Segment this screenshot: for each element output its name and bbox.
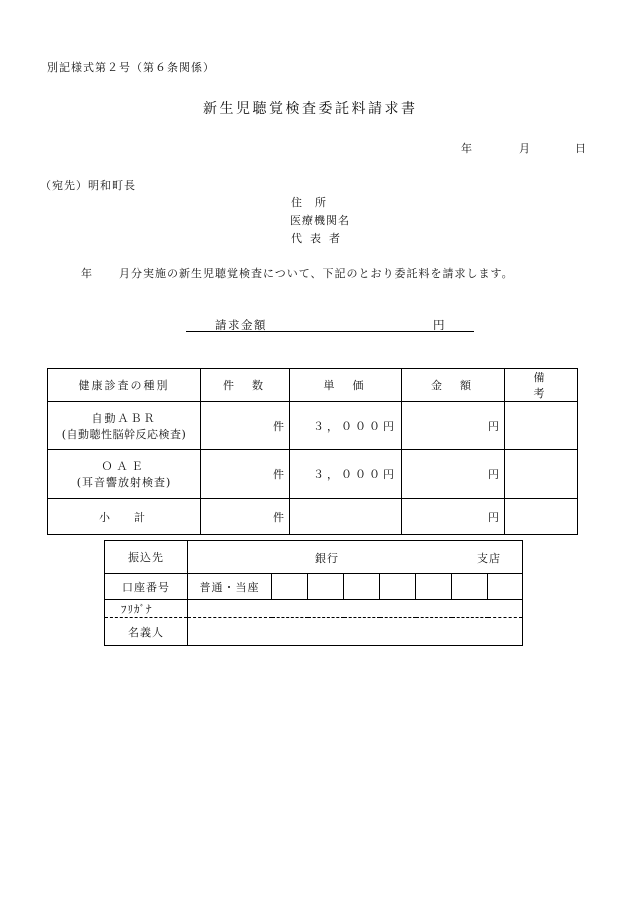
subtotal-notes-cell <box>505 499 578 535</box>
subtotal-count-cell: 件 <box>201 499 290 535</box>
bank-transfer-table <box>104 540 523 646</box>
header-unit-price: 単価 <box>290 369 402 402</box>
count-cell: 件 <box>201 402 290 450</box>
header-amount: 金額 <box>402 369 505 402</box>
furigana-field[interactable] <box>188 600 523 618</box>
account-holder-label: 名義人 <box>105 618 188 646</box>
account-digit-box[interactable] <box>308 574 344 600</box>
subtotal-label: 小計 <box>48 499 201 535</box>
exam-type-name: 自動ＡＢＲ <box>91 411 157 425</box>
body-text-year: 年 <box>81 267 93 280</box>
claim-amount-line <box>186 331 474 332</box>
header-exam-type: 健康診査の種別 <box>48 369 201 402</box>
amount-cell: 円 <box>402 402 505 450</box>
notes-cell <box>505 450 578 499</box>
unit-price-cell: ３，０００円 <box>290 402 402 450</box>
transfer-label: 振込先 <box>105 541 188 574</box>
account-digit-box[interactable] <box>272 574 308 600</box>
applicant-institution-label: 医療機関名 <box>290 214 350 227</box>
subtotal-unit-price-cell <box>290 499 402 535</box>
account-digit-box[interactable] <box>416 574 452 600</box>
account-digit-box[interactable] <box>344 574 380 600</box>
date-year-label: 年 <box>461 142 473 155</box>
exam-fee-table <box>47 368 578 535</box>
exam-type-description: (耳音響放射検査) <box>76 476 172 489</box>
furigana-label: ﾌﾘｶﾞﾅ <box>105 600 188 618</box>
account-digit-box[interactable] <box>380 574 416 600</box>
account-type-options[interactable]: 普通・当座 <box>188 574 272 600</box>
header-count: 件数 <box>201 369 290 402</box>
bank-branch-field[interactable] <box>188 541 523 574</box>
exam-type-cell <box>48 402 201 450</box>
claim-amount-label: 請求金額 <box>215 318 267 332</box>
subtotal-row <box>48 499 578 535</box>
account-digit-box[interactable] <box>488 574 523 600</box>
table-header-row <box>48 369 578 402</box>
bank-name-row <box>105 541 523 574</box>
applicant-address-label: 住所 <box>291 196 339 209</box>
notes-cell <box>505 402 578 450</box>
table-row <box>48 402 578 450</box>
unit-price-cell: ３，０００円 <box>290 450 402 499</box>
subtotal-amount-cell: 円 <box>402 499 505 535</box>
account-digit-box[interactable] <box>452 574 488 600</box>
branch-suffix: 支店 <box>477 552 501 565</box>
exam-type-name: ＯＡＥ <box>101 460 147 473</box>
exam-type-cell <box>48 450 201 499</box>
count-cell: 件 <box>201 450 290 499</box>
account-number-label: 口座番号 <box>105 574 188 600</box>
form-number: 別記様式第２号（第６条関係） <box>47 61 215 74</box>
bank-suffix: 銀行 <box>315 552 339 565</box>
body-text: 月分実施の新生児聴覚検査について、下記のとおり委託料を請求します。 <box>119 267 514 280</box>
table-row <box>48 450 578 499</box>
account-holder-row <box>105 618 523 646</box>
account-number-row <box>105 574 523 600</box>
furigana-row <box>105 600 523 618</box>
form-title: 新生児聴覚検査委託料請求書 <box>203 101 418 117</box>
claim-amount-unit: 円 <box>433 318 446 332</box>
addressee: （宛先）明和町長 <box>40 179 136 192</box>
applicant-representative-label: 代表者 <box>291 232 348 245</box>
date-month-label: 月 <box>519 142 531 155</box>
amount-cell: 円 <box>402 450 505 499</box>
header-notes: 備考 <box>505 369 578 402</box>
date-day-label: 日 <box>575 142 587 155</box>
account-holder-field[interactable] <box>188 618 523 646</box>
exam-type-description: (自動聴性脳幹反応検査) <box>61 427 187 441</box>
